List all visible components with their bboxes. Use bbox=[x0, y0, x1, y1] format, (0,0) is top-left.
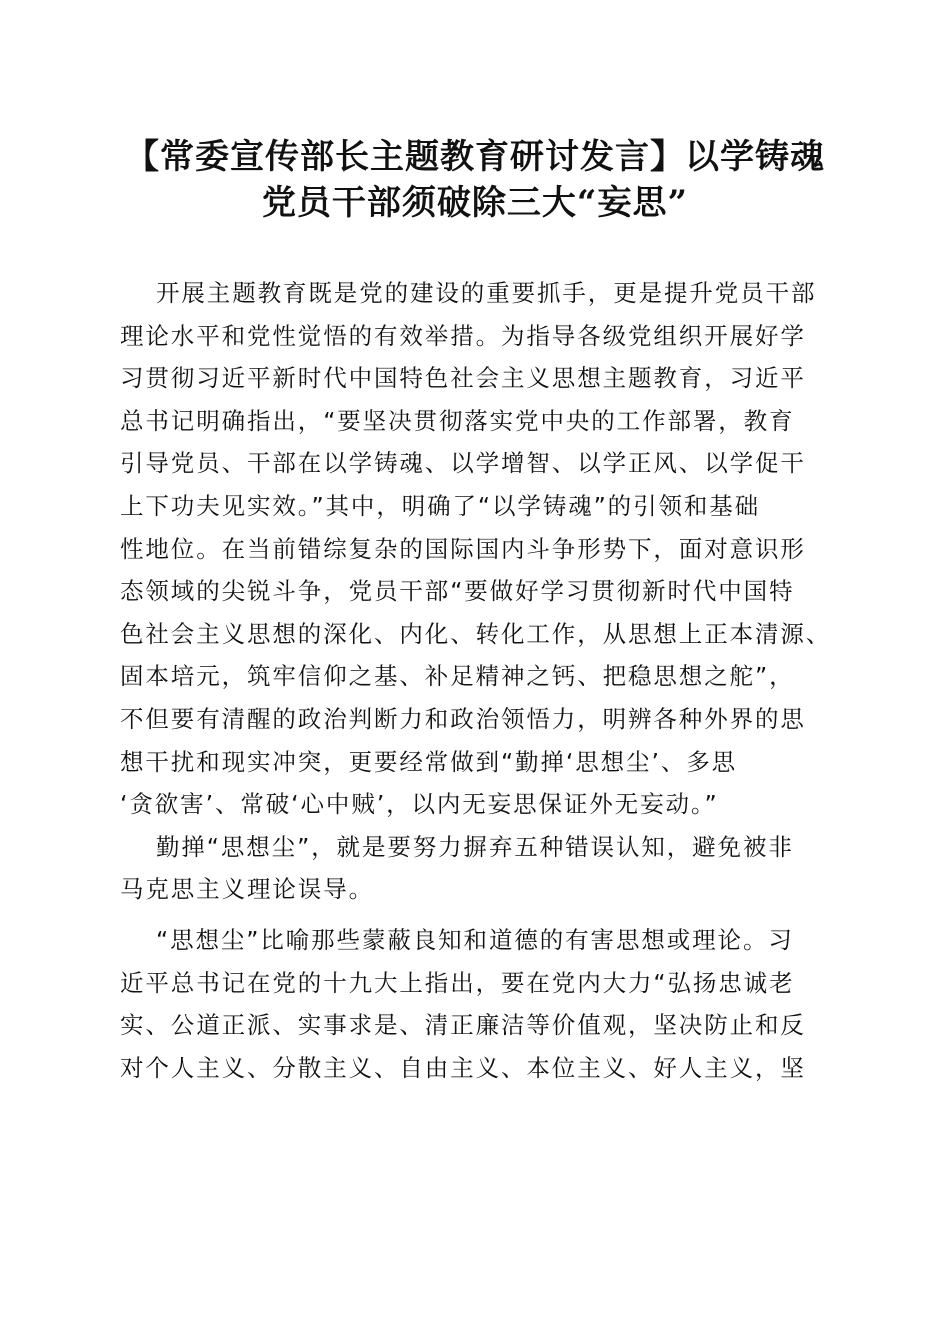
text-line: 不但要有清醒的政治判断力和政治领悟力，明辨各种外界的思 bbox=[120, 704, 806, 733]
text-line: 实、公道正派、实事求是、清正廉洁等价值观，坚决防止和反 bbox=[120, 1011, 806, 1040]
paragraph-1 bbox=[120, 272, 832, 826]
text-line: 勤掸“思想尘”，就是要努力摒弃五种错误认知，避免被非 bbox=[156, 832, 794, 861]
text-line: 想干扰和现实冲突，更要经常做到“勤掸‘思想尘’、多思 bbox=[120, 747, 738, 776]
text-line: 理论水平和党性觉悟的有效举措。为指导各级党组织开展好学 bbox=[120, 321, 806, 350]
text-line: 性地位。在当前错综复杂的国际国内斗争形势下，面对意识形 bbox=[120, 534, 806, 563]
text-line: 习贯彻习近平新时代中国特色社会主义思想主题教育，习近平 bbox=[120, 364, 806, 393]
text-line: 固本培元，筑牢信仰之基、补足精神之钙、把稳思想之舵”， bbox=[120, 662, 795, 691]
paragraph-spacer bbox=[120, 911, 826, 919]
title-line-1: 【常委宣传部长主题教育研讨发言】以学铸魂 bbox=[125, 137, 825, 177]
text-line: 总书记明确指出，“要坚决贯彻落实党中央的工作部署，教育 bbox=[120, 406, 795, 435]
text-line: “思想尘”比喻那些蒙蔽良知和道德的有害思想或理论。习 bbox=[156, 925, 794, 954]
text-line: 色社会主义思想的深化、内化、转化工作，从思想上正本清源、 bbox=[120, 619, 832, 648]
text-line: 引导党员、干部在以学铸魂、以学增智、以学正风、以学促干 bbox=[120, 449, 806, 478]
title-line-2: 党员干部须破除三大“妄思” bbox=[261, 183, 689, 223]
text-line: 近平总书记在党的十九大上指出，要在党内大力“弘扬忠诚老 bbox=[120, 968, 795, 997]
paragraph-2 bbox=[120, 826, 826, 911]
text-line: 对个人主义、分散主义、自由主义、本位主义、好人主义，坚 bbox=[120, 1053, 806, 1082]
text-line: 态领域的尖锐斗争，党员干部“要做好学习贯彻新时代中国特 bbox=[120, 577, 795, 606]
text-line: 马克思主义理论误导。 bbox=[120, 875, 374, 904]
document-title bbox=[100, 134, 850, 226]
text-line: 上下功夫见实效。”其中，明确了“以学铸魂”的引领和基础 bbox=[120, 491, 761, 520]
text-line: ‘贪欲害’、常破‘心中贼’，以内无妄思保证外无妄动。” bbox=[120, 790, 719, 819]
paragraph-3 bbox=[120, 919, 826, 1089]
text-line: 开展主题教育既是党的建设的重要抓手，更是提升党员干部 bbox=[156, 279, 817, 307]
document-body bbox=[120, 272, 832, 1089]
